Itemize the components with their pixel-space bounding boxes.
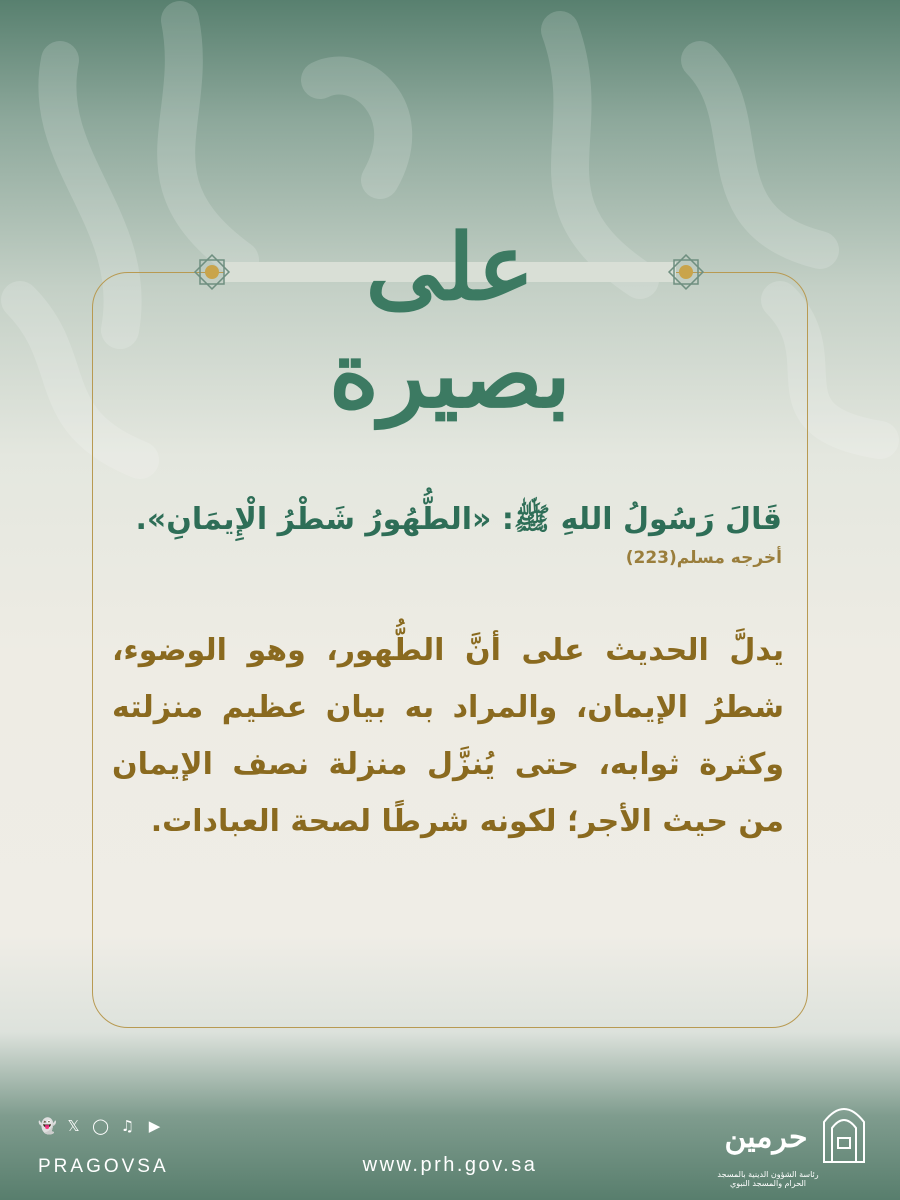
explanation-text: يدلَّ الحديث على أنَّ الطُّهور، وهو الوضوء، شطرُ الإيمان، والمراد به بيان عظيم منزلته وكثرة ثوابه، حتى يُنزَّل منزلة نصف الإيمان من حيث الأجر؛ لكونه شرطًا لصحة العبادات. <box>112 633 784 839</box>
title-calligraphy <box>270 168 630 429</box>
title-text: على بصيرة <box>328 213 572 429</box>
social-icons <box>38 1118 163 1135</box>
tiktok-icon[interactable]: ♫ <box>120 1117 135 1135</box>
mosque-emblem-icon <box>818 1092 870 1166</box>
snapchat-icon[interactable]: 👻 <box>38 1117 57 1135</box>
logo-subtext: رئاسة الشؤون الدينية بالمسجد الحرام والمسجد النبوي <box>717 1170 819 1188</box>
hadith-source: أخرجه مسلم(223) <box>625 548 782 568</box>
hadith-quote: قَالَ رَسُولُ اللهِ ﷺ: «الطُّهُورُ شَطْرُ الْإِيمَانِ». <box>135 502 782 537</box>
instagram-icon[interactable]: ◯ <box>92 1117 109 1135</box>
website-url[interactable]: www.prh.gov.sa <box>362 1154 538 1176</box>
star-ornament-icon <box>666 252 706 292</box>
star-ornament-icon <box>192 252 232 292</box>
logo-text: حرمين <box>724 1120 808 1155</box>
social-handle[interactable]: PRAGOVSA <box>38 1156 169 1177</box>
youtube-icon[interactable]: ▶ <box>148 1117 161 1135</box>
presidency-logo <box>714 1084 874 1188</box>
x-icon[interactable]: 𝕏 <box>67 1117 80 1135</box>
